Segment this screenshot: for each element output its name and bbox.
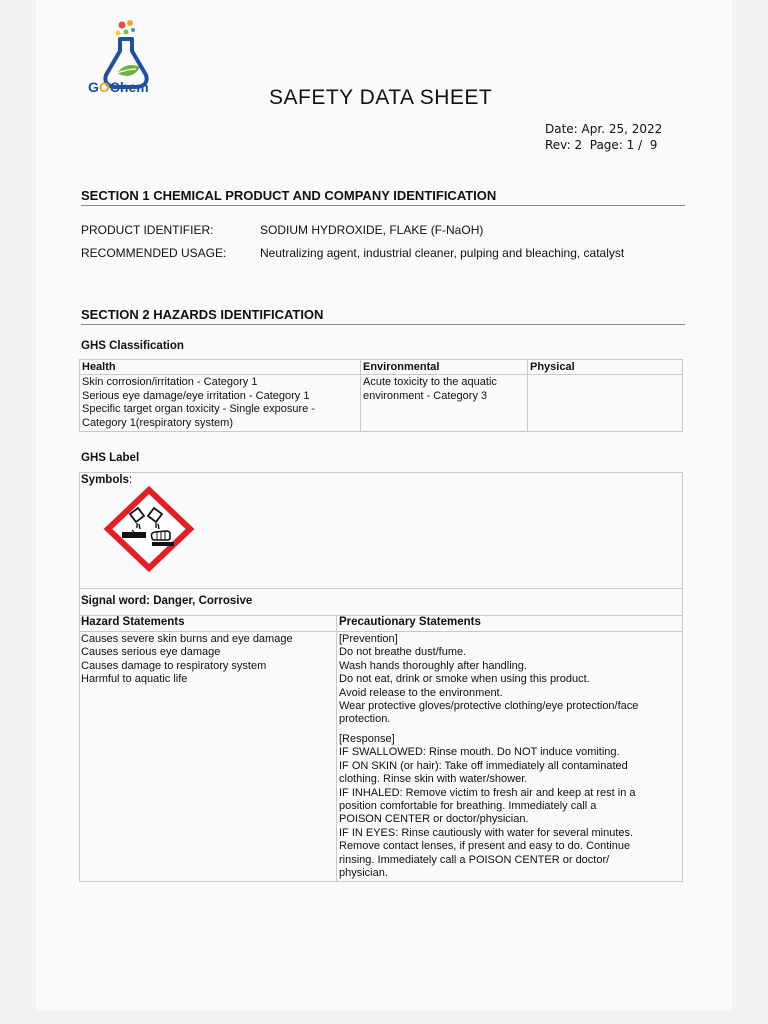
prevention-line: Wash hands thoroughly after handling.: [339, 659, 527, 672]
response-line: IF ON SKIN (or hair): Take off immediately all contaminated: [339, 759, 628, 772]
section2-heading: SECTION 2 HAZARDS IDENTIFICATION: [81, 307, 324, 322]
recommended-usage-label: RECOMMENDED USAGE:: [81, 246, 227, 260]
hazard-statement: Causes serious eye damage: [81, 646, 221, 659]
recommended-usage-value: Neutralizing agent, industrial cleaner, pulping and bleaching, catalyst: [260, 246, 625, 260]
prevention-line: protection.: [339, 713, 391, 726]
physical-cell: [528, 375, 683, 432]
statements-column-divider: [336, 615, 337, 881]
statements-header-divider: [79, 631, 683, 632]
response-line: IF INHALED: Remove victim to fresh air and keep at rest in a: [339, 786, 636, 799]
response-line: Remove contact lenses, if present and easy to do. Continue: [339, 840, 631, 853]
response-line: rinsing. Immediately call a POISON CENTER or doctor/: [339, 853, 610, 866]
environmental-line: Acute toxicity to the aquatic: [363, 376, 497, 388]
response-line: clothing. Rinse skin with water/shower.: [339, 773, 528, 786]
logo-wordmark: [88, 79, 149, 95]
environmental-line: environment - Category 3: [363, 389, 488, 402]
label-box-divider: [79, 588, 683, 589]
section1-divider: [81, 205, 685, 206]
signal-word: Signal word: Danger, Corrosive: [81, 595, 253, 607]
health-cell: [80, 375, 361, 432]
section1-heading: SECTION 1 CHEMICAL PRODUCT AND COMPANY IDENTIFICATION: [81, 188, 497, 203]
document-title: SAFETY DATA SHEET: [269, 86, 493, 109]
health-column-header: Health: [80, 360, 361, 375]
symbols-label: [81, 474, 132, 486]
ghs-classification-table: [79, 359, 683, 432]
health-line: Skin corrosion/irritation - Category 1: [82, 376, 258, 388]
ghs-label-heading: GHS Label: [81, 452, 140, 464]
hazard-statement: Causes damage to respiratory system: [81, 659, 267, 672]
revision-page: Rev: 2 Page: 1 / 9: [545, 138, 658, 152]
hazard-statements-header: Hazard Statements: [81, 616, 185, 628]
prevention-line: [Prevention]: [339, 633, 398, 645]
hazard-statement: Causes severe skin burns and eye damage: [81, 633, 293, 645]
corrosion-pictogram-icon: [104, 486, 194, 572]
symbols-label-colon: :: [128, 474, 133, 486]
section2-divider: [81, 324, 685, 325]
response-line: POISON CENTER or doctor/physician.: [339, 813, 529, 826]
hazard-statements-list: [81, 633, 293, 687]
response-line: position comfortable for breathing. Immediately call a: [339, 800, 597, 813]
response-line: IF SWALLOWED: Rinse mouth. Do NOT induce vomiting.: [339, 746, 620, 759]
prevention-statements: [339, 633, 638, 727]
document-date: Date: Apr. 25, 2022: [545, 122, 663, 136]
response-statements: [339, 733, 636, 880]
response-line: IF IN EYES: Rinse cautiously with water for several minutes.: [339, 826, 634, 839]
logo-letter-g: G: [88, 79, 99, 95]
prevention-line: Do not breathe dust/fume.: [339, 646, 467, 659]
logo-letters-chem: Chem: [109, 79, 149, 95]
response-line: [Response]: [339, 733, 395, 745]
product-identifier-label: PRODUCT IDENTIFIER:: [81, 223, 214, 237]
prevention-line: Avoid release to the environment.: [339, 686, 503, 699]
prevention-line: Do not eat, drink or smoke when using this product.: [339, 673, 590, 686]
date-revision-block: [545, 121, 662, 153]
product-identifier-value: SODIUM HYDROXIDE, FLAKE (F-NaOH): [260, 223, 484, 237]
hazard-statement: Harmful to aquatic life: [81, 673, 188, 686]
health-line: Serious eye damage/eye irritation - Category 1: [82, 389, 310, 402]
environmental-cell: [361, 375, 528, 432]
precautionary-statements-header: Precautionary Statements: [339, 616, 481, 628]
prevention-line: Wear protective gloves/protective clothing/eye protection/face: [339, 700, 639, 713]
environmental-column-header: Environmental: [361, 360, 528, 375]
response-line: physician.: [339, 867, 388, 880]
ghs-classification-heading: GHS Classification: [81, 340, 184, 352]
symbols-label-text: Symbols: [81, 474, 129, 486]
physical-column-header: Physical: [528, 360, 683, 375]
health-line: Specific target organ toxicity - Single exposure -: [82, 403, 315, 415]
health-line: Category 1(respiratory system): [82, 416, 233, 429]
logo-letter-o: O: [98, 79, 110, 95]
